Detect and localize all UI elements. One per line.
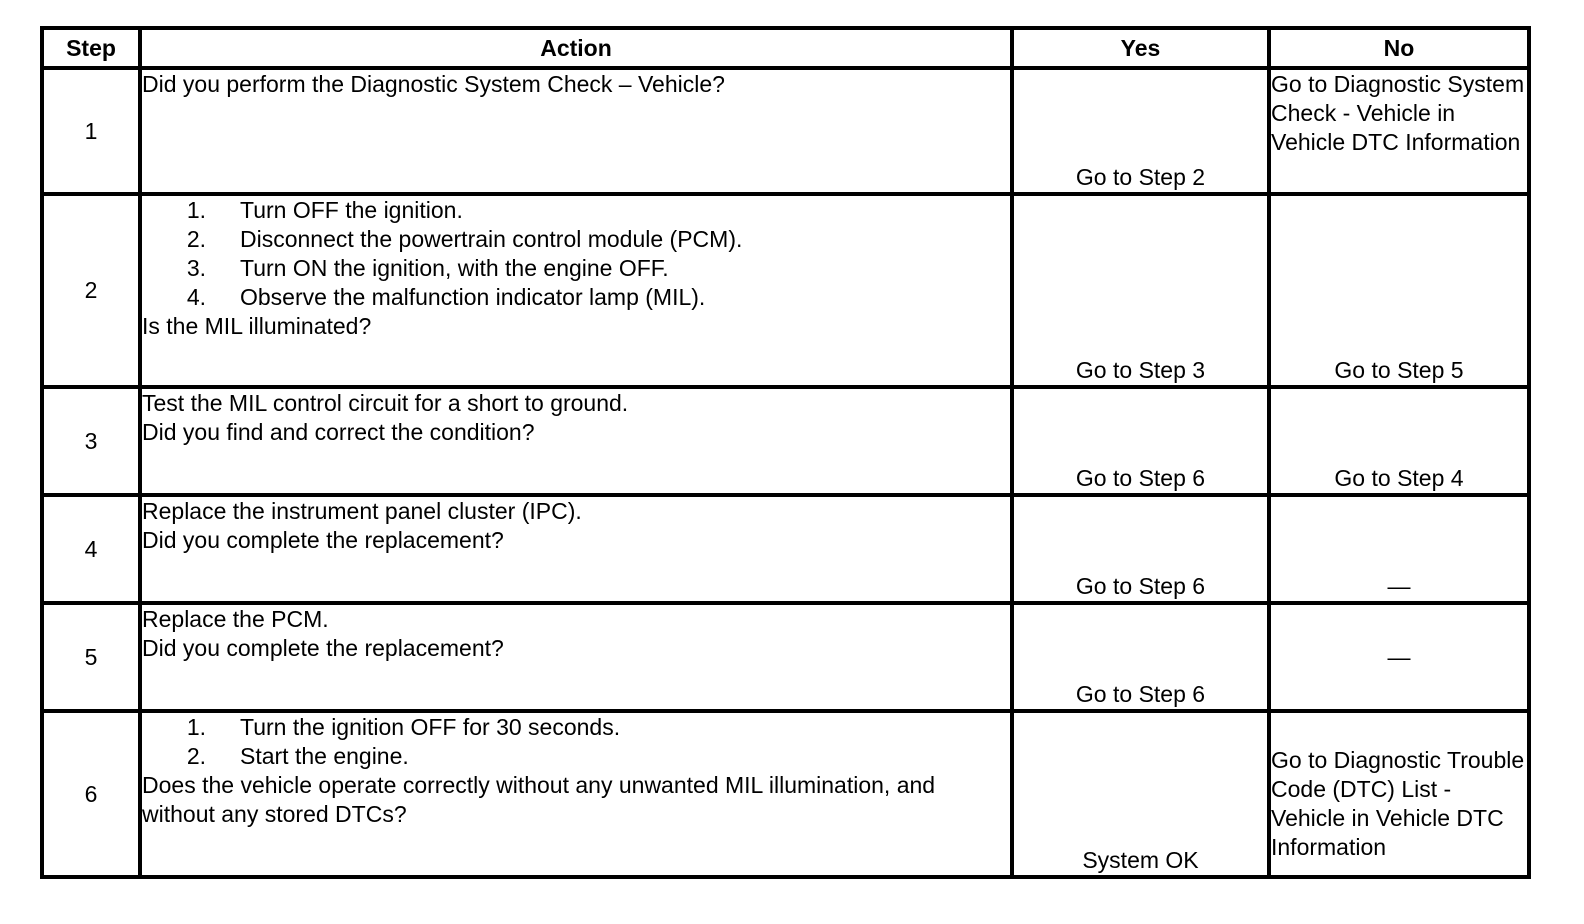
list-item-number: 1. [186,714,206,740]
no-cell: Go to Step 5 [1269,194,1529,387]
action-instruction: Replace the PCM. [142,606,329,632]
action-cell [140,68,1012,194]
no-cell: Go to Step 4 [1269,387,1529,495]
table-row [42,603,1529,711]
header-step: Step [42,28,140,68]
yes-cell: Go to Step 6 [1012,387,1269,495]
yes-cell: Go to Step 2 [1012,68,1269,194]
header-row [42,28,1529,68]
action-instruction: Replace the instrument panel cluster (IPC). [142,498,582,524]
list-item-text: Disconnect the powertrain control module (PCM). [240,226,743,252]
step-number: 4 [42,495,140,603]
list-item [142,742,1010,771]
list-item-text: Start the engine. [240,743,409,769]
step-number: 6 [42,711,140,877]
table-row [42,711,1529,877]
list-item-number: 3. [186,255,206,281]
list-item [142,713,1010,742]
list-item [142,283,1010,312]
action-steps-list [142,196,1010,312]
action-cell [140,603,1012,711]
action-question: Did you complete the replacement? [142,635,504,661]
table-row [42,68,1529,194]
action-cell [140,711,1012,877]
list-item-text: Turn the ignition OFF for 30 seconds. [240,714,621,740]
action-cell [140,387,1012,495]
yes-cell: Go to Step 6 [1012,495,1269,603]
action-question: Did you perform the Diagnostic System Check – Vehicle? [142,71,725,97]
action-question: Does the vehicle operate correctly without any unwanted MIL illumination, and without any stored DTCs? [142,772,936,827]
step-number: 1 [42,68,140,194]
table-row [42,387,1529,495]
action-instruction: Test the MIL control circuit for a short to ground. [142,390,629,416]
header-action: Action [140,28,1012,68]
header-yes: Yes [1012,28,1269,68]
list-item-number: 4. [186,284,206,310]
list-item-text: Turn OFF the ignition. [240,197,463,223]
header-no: No [1269,28,1529,68]
list-item-text: Observe the malfunction indicator lamp (MIL). [240,284,706,310]
list-item [142,225,1010,254]
no-cell: — [1269,603,1529,711]
table-row [42,194,1529,387]
no-cell: — [1269,495,1529,603]
list-item-number: 2. [186,226,206,252]
no-cell: Go to Diagnostic Trouble Code (DTC) List - Vehicle in Vehicle DTC Information [1269,711,1529,877]
step-number: 3 [42,387,140,495]
table-row [42,495,1529,603]
action-question: Is the MIL illuminated? [142,313,372,339]
action-question: Did you find and correct the condition? [142,419,535,445]
action-question: Did you complete the replacement? [142,527,504,553]
step-number: 2 [42,194,140,387]
action-cell [140,194,1012,387]
no-cell: Go to Diagnostic System Check - Vehicle in Vehicle DTC Information [1269,68,1529,194]
list-item [142,196,1010,225]
step-number: 5 [42,603,140,711]
action-cell [140,495,1012,603]
list-item-number: 2. [186,743,206,769]
list-item [142,254,1010,283]
list-item-number: 1. [186,197,206,223]
list-item-text: Turn ON the ignition, with the engine OFF. [240,255,669,281]
action-steps-list [142,713,1010,771]
yes-cell: System OK [1012,711,1269,877]
yes-cell: Go to Step 3 [1012,194,1269,387]
diagnostic-table [40,26,1531,879]
yes-cell: Go to Step 6 [1012,603,1269,711]
